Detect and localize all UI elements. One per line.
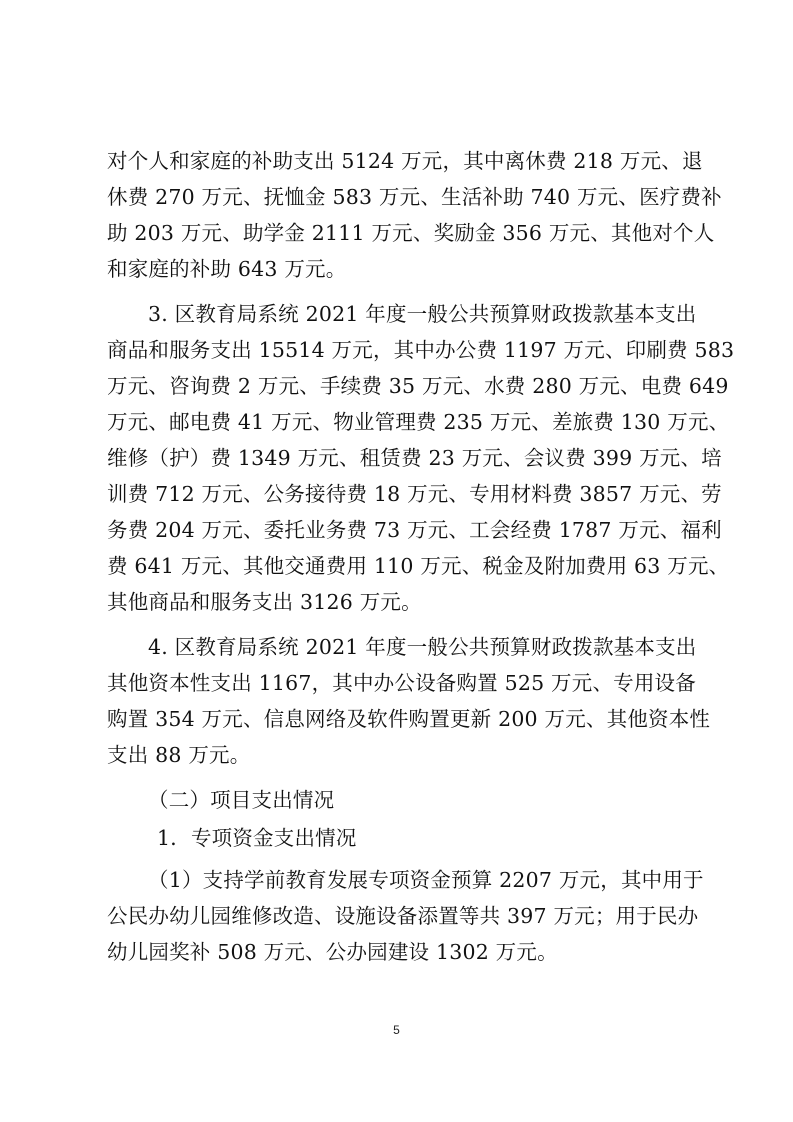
paragraph-line: 和家庭的补助 643 万元。 xyxy=(107,257,347,281)
paragraph-line: 万元、咨询费 2 万元、手续费 35 万元、水费 280 万元、电费 649 xyxy=(107,374,729,398)
paragraph-line: 维修（护）费 1349 万元、租赁费 23 万元、会议费 399 万元、培 xyxy=(107,446,722,470)
paragraph-line: 务费 204 万元、委托业务费 73 万元、工会经费 1787 万元、福利 xyxy=(107,518,722,542)
paragraph-line: 训费 712 万元、公务接待费 18 万元、专用材料费 3857 万元、劳 xyxy=(107,482,722,506)
paragraph-line: （1）支持学前教育发展专项资金预算 2207 万元，其中用于 xyxy=(148,868,704,892)
paragraph-line: 3. 区教育局系统 2021 年度一般公共预算财政拨款基本支出 xyxy=(148,302,697,326)
paragraph-line: 商品和服务支出 15514 万元，其中办公费 1197 万元、印刷费 583 xyxy=(107,338,735,362)
page-number: 5 xyxy=(393,1023,400,1037)
paragraph-line: 4. 区教育局系统 2021 年度一般公共预算财政拨款基本支出 xyxy=(148,635,697,659)
paragraph-line: 万元、邮电费 41 万元、物业管理费 235 万元、差旅费 130 万元、 xyxy=(107,410,730,434)
paragraph-line: 公民办幼儿园维修改造、设施设备添置等共 397 万元；用于民办 xyxy=(107,904,699,928)
paragraph-line: 休费 270 万元、抚恤金 583 万元、生活补助 740 万元、医疗费补 xyxy=(107,185,722,209)
paragraph-line: 其他资本性支出 1167，其中办公设备购置 525 万元、专用设备 xyxy=(107,671,696,695)
paragraph-line: 购置 354 万元、信息网络及软件购置更新 200 万元、其他资本性 xyxy=(107,707,711,731)
paragraph-line: 幼儿园奖补 508 万元、公办园建设 1302 万元。 xyxy=(107,940,558,964)
subsection-heading: 1．专项资金支出情况 xyxy=(157,826,357,850)
paragraph-line: 费 641 万元、其他交通费用 110 万元、税金及附加费用 63 万元、 xyxy=(107,554,730,578)
paragraph-line: 支出 88 万元。 xyxy=(107,743,251,767)
paragraph-line: 其他商品和服务支出 3126 万元。 xyxy=(107,590,422,614)
section-heading: （二）项目支出情况 xyxy=(148,788,335,812)
paragraph-line: 对个人和家庭的补助支出 5124 万元，其中离休费 218 万元、退 xyxy=(107,149,703,173)
paragraph-line: 助 203 万元、助学金 2111 万元、奖励金 356 万元、其他对个人 xyxy=(107,221,715,245)
